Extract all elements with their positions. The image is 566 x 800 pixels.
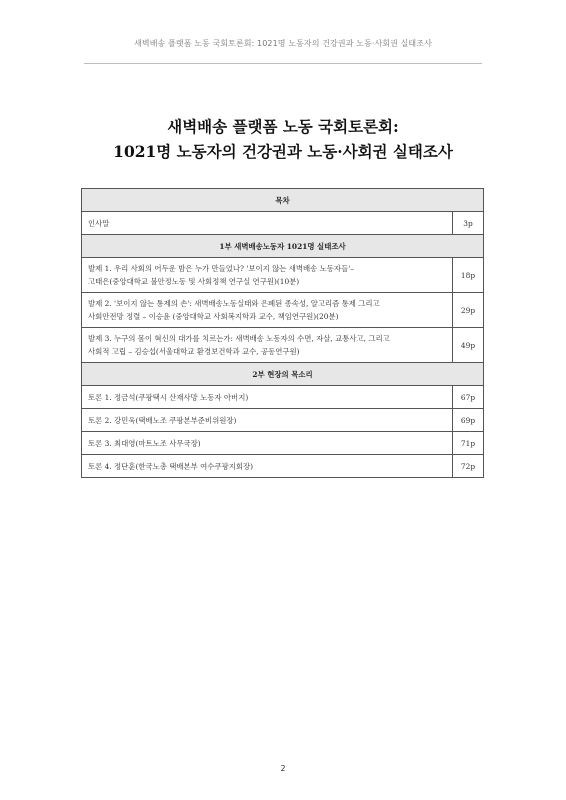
toc-page-discussion-1: 67p bbox=[453, 386, 484, 409]
toc-heading: 목차 bbox=[82, 189, 484, 212]
toc-item-discussion-2: 토론 2. 강민욱(택배노조 쿠팡본부준비위원장) bbox=[82, 409, 453, 432]
toc-item-line: 발제 3. 누구의 몸이 혁신의 대가를 치르는가: 새벽배송 노동자의 수면, 자살, 교통사고, 그리고 bbox=[88, 334, 390, 343]
toc-row-presentation-3 bbox=[82, 328, 484, 363]
toc-item-line: 고태은(중앙대학교 불안정노동 및 사회정책 연구실 연구원)(10분) bbox=[88, 277, 300, 286]
toc-item-discussion-4: 토론 4. 정단훈(한국노총 택배본부 여수쿠팡지회장) bbox=[82, 455, 453, 478]
toc-item-line: 사회적 고립 – 김승섭(서울대학교 환경보건학과 교수, 공동연구원) bbox=[88, 347, 300, 356]
toc-row-greeting bbox=[82, 212, 484, 235]
toc-row-discussion-4 bbox=[82, 455, 484, 478]
toc-page-presentation-3: 49p bbox=[453, 328, 484, 363]
table-of-contents bbox=[81, 188, 484, 478]
toc-item-line: 발제 2. '보이지 않는 통제의 손': 새벽배송노동실태와 은폐된 종속성, 알고리즘 통제 그리고 bbox=[88, 299, 380, 308]
toc-item-discussion-3: 토론 3. 최대영(마트노조 사무국장) bbox=[82, 432, 453, 455]
toc-item-presentation-1 bbox=[82, 258, 453, 293]
toc-row-discussion-2 bbox=[82, 409, 484, 432]
page-number: 2 bbox=[280, 764, 286, 773]
toc-part-1-row bbox=[82, 235, 484, 258]
toc-item-greeting: 인사말 bbox=[82, 212, 453, 235]
toc-row-presentation-2 bbox=[82, 293, 484, 328]
toc-page-presentation-1: 18p bbox=[453, 258, 484, 293]
title-line-2: 1021명 노동자의 건강권과 노동·사회권 실태조사 bbox=[113, 142, 453, 161]
toc-part-2-heading: 2부 현장의 목소리 bbox=[82, 363, 484, 386]
toc-row-discussion-1 bbox=[82, 386, 484, 409]
document-title bbox=[0, 114, 566, 164]
toc-item-line: 발제 1. 우리 사회의 어두운 밤은 누가 만들었나? '보이지 않는 새벽배송 노동자들'– bbox=[88, 264, 354, 273]
toc-page-greeting: 3p bbox=[453, 212, 484, 235]
toc-item-presentation-2 bbox=[82, 293, 453, 328]
toc-item-line: 사회안전망 정렬 – 이승윤 (중앙대학교 사회복지학과 교수, 책임연구원)(20분) bbox=[88, 312, 339, 321]
toc-page-discussion-2: 69p bbox=[453, 409, 484, 432]
toc-row-discussion-3 bbox=[82, 432, 484, 455]
toc-item-discussion-1: 토론 1. 정금석(쿠팡택시 산재사망 노동자 아버지) bbox=[82, 386, 453, 409]
toc-part-2-row bbox=[82, 363, 484, 386]
toc-page-presentation-2: 29p bbox=[453, 293, 484, 328]
toc-row-presentation-1 bbox=[82, 258, 484, 293]
running-header: 새벽배송 플랫폼 노동 국회토론회: 1021명 노동자의 건강권과 노동·사회권 실태조사 bbox=[134, 39, 432, 48]
title-line-1: 새벽배송 플랫폼 노동 국회토론회: bbox=[167, 117, 399, 136]
toc-page-discussion-4: 72p bbox=[453, 455, 484, 478]
header-divider bbox=[84, 63, 482, 64]
toc-item-presentation-3 bbox=[82, 328, 453, 363]
toc-part-1-heading: 1부 새벽배송노동자 1021명 실태조사 bbox=[82, 235, 484, 258]
toc-page-discussion-3: 71p bbox=[453, 432, 484, 455]
toc-heading-row bbox=[82, 189, 484, 212]
